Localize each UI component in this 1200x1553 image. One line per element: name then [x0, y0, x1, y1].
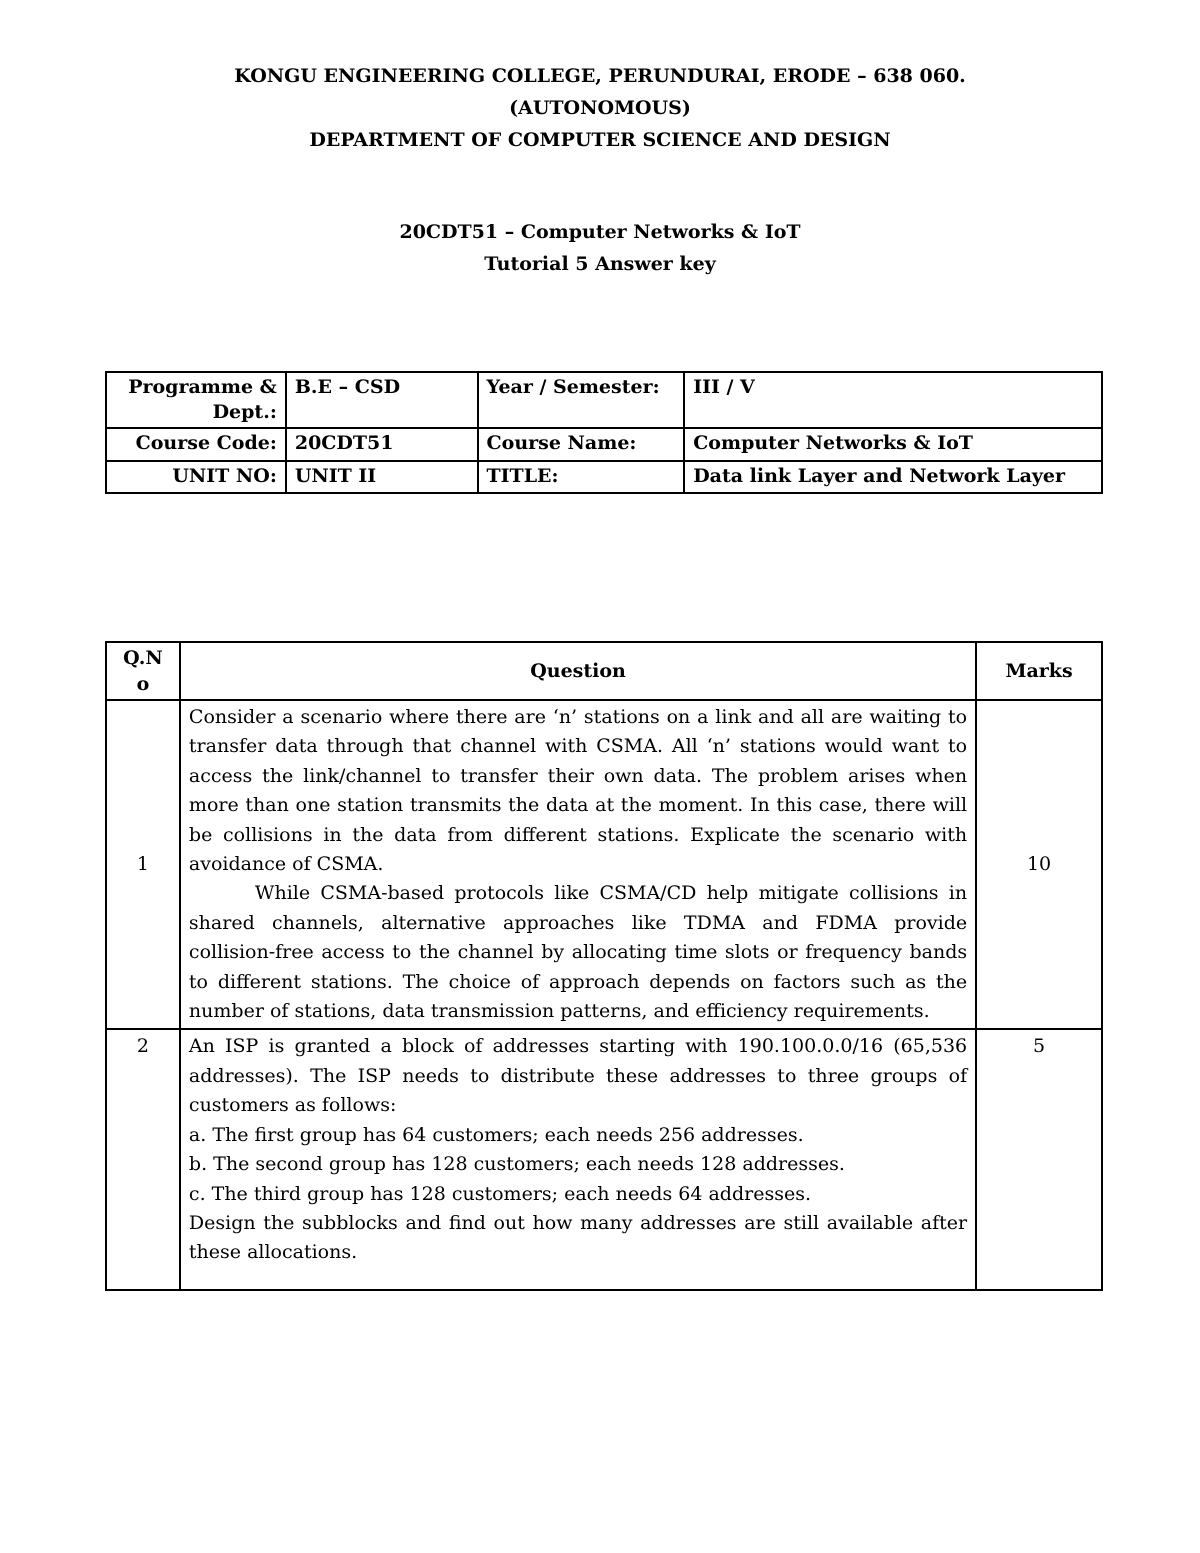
- title-label: TITLE:: [478, 461, 685, 493]
- question-table: [105, 641, 1103, 1291]
- list-item: b. The second group has 128 customers; each needs 128 addresses.: [188, 1153, 845, 1176]
- question-text: An ISP is granted a block of addresses starting with 190.100.0.0/16 (65,536 addresses). The ISP needs to distribute these addresses to three groups of customers as follows:: [188, 1035, 968, 1117]
- course-name-label: Course Name:: [478, 428, 685, 461]
- list-item: c. The third group has 128 customers; each needs 64 addresses.: [188, 1182, 811, 1205]
- course-heading: [0, 216, 1200, 280]
- college-name: KONGU ENGINEERING COLLEGE, PERUNDURAI, ERODE – 638 060.: [234, 65, 966, 87]
- table-header-row: [106, 642, 1102, 700]
- programme-value: B.E – CSD: [286, 372, 478, 428]
- year-value: III / V: [684, 372, 1102, 428]
- department-name: DEPARTMENT OF COMPUTER SCIENCE AND DESIGN: [309, 129, 891, 151]
- table-row: [106, 461, 1102, 493]
- question-text: Consider a scenario where there are ‘n’ stations on a link and all are waiting to transfer data through that channel with CSMA. All ‘n’ stations would want to access the link/channel to transfer their own data. The problem arises when more than one station transmits the data at the moment. In this case, there will be collisions in the data from different stations. Explicate the scenario with avoidance of CSMA.: [188, 706, 968, 876]
- table-row: [106, 428, 1102, 461]
- table-row: [106, 1029, 1102, 1290]
- college-header: [0, 60, 1200, 156]
- course-name-value: Computer Networks & IoT: [684, 428, 1102, 461]
- marks-value: 10: [976, 700, 1102, 1029]
- course-code-value: 20CDT51: [286, 428, 478, 461]
- answer-text: While CSMA-based protocols like CSMA/CD help mitigate collisions in shared channels, alternative approaches like TDMA and FDMA provide collision-free access to the channel by allocating time slots or frequency bands to different stations. The choice of approach depends on factors such as the number of stations, data transmission patterns, and efficiency requirements.: [188, 882, 968, 1023]
- question-header: Question: [180, 642, 976, 700]
- question-number: 2: [106, 1029, 180, 1290]
- year-label: Year / Semester:: [478, 372, 685, 428]
- autonomous-label: (AUTONOMOUS): [509, 97, 691, 119]
- question-cell: [180, 1029, 976, 1290]
- table-row: [106, 372, 1102, 428]
- unit-label: UNIT NO:: [106, 461, 286, 493]
- course-title: 20CDT51 – Computer Networks & IoT: [399, 221, 801, 243]
- tutorial-title: Tutorial 5 Answer key: [484, 253, 716, 275]
- question-number: 1: [106, 700, 180, 1029]
- unit-value: UNIT II: [286, 461, 478, 493]
- list-item: a. The first group has 64 customers; each needs 256 addresses.: [188, 1123, 804, 1146]
- marks-header: Marks: [976, 642, 1102, 700]
- course-info-table: [105, 371, 1103, 494]
- marks-value: 5: [976, 1029, 1102, 1290]
- question-cell: [180, 700, 976, 1029]
- programme-label: Programme & Dept.:: [106, 372, 286, 428]
- table-row: [106, 700, 1102, 1029]
- course-code-label: Course Code:: [106, 428, 286, 461]
- title-value: Data link Layer and Network Layer: [684, 461, 1102, 493]
- qno-header: Q.No: [106, 642, 180, 700]
- question-closing: Design the subblocks and find out how many addresses are still available after these allocations.: [188, 1211, 968, 1264]
